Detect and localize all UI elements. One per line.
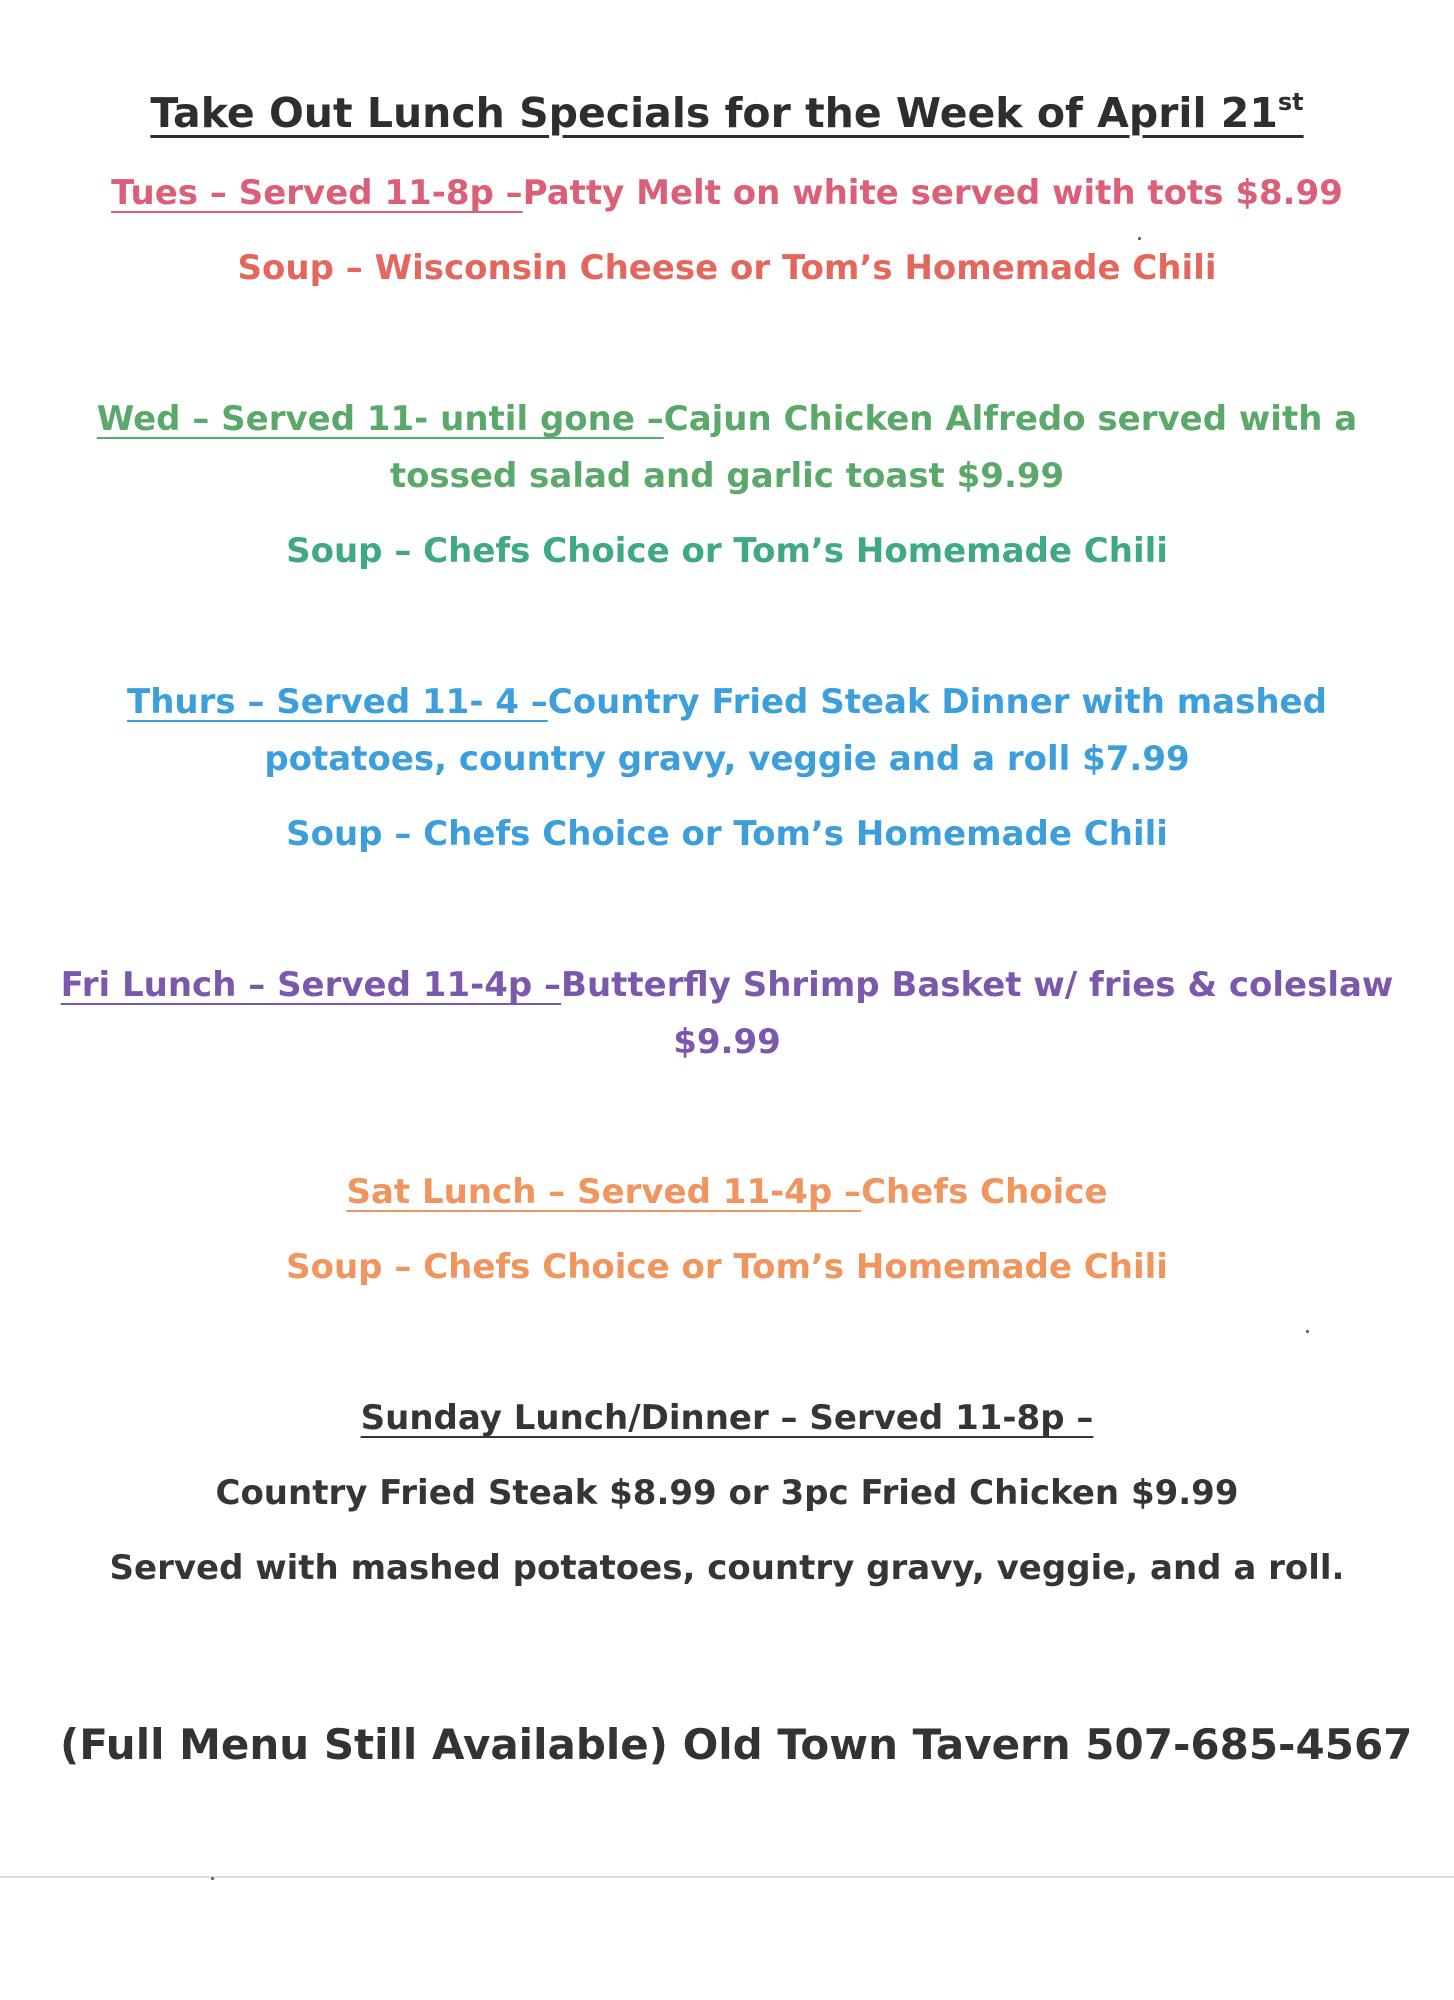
fri-item-line1: Butterfly Shrimp Basket w/ fries & coleslaw <box>561 965 1394 1005</box>
thurs-soup: Soup – Chefs Choice or Tom’s Homemade Chili <box>286 814 1168 854</box>
fri-label: Fri Lunch – Served 11-4p – <box>60 965 562 1005</box>
title-text: Take Out Lunch Specials for the Week of April 21 <box>150 89 1278 137</box>
sunday-label: Sunday Lunch/Dinner – Served 11-8p – <box>360 1398 1094 1438</box>
fri-item-line2: $9.99 <box>673 1022 781 1062</box>
scan-speck <box>1138 237 1141 240</box>
wed-item-line2: tossed salad and garlic toast $9.99 <box>389 456 1065 496</box>
wed-special <box>60 399 1394 439</box>
sat-soup: Soup – Chefs Choice or Tom’s Homemade Chili <box>286 1247 1168 1287</box>
tues-soup: Soup – Wisconsin Cheese or Tom’s Homemade Chili <box>237 248 1217 288</box>
tues-special <box>60 173 1394 213</box>
sunday-heading <box>60 1398 1394 1438</box>
sunday-served-with: Served with mashed potatoes, country gravy, veggie, and a roll. <box>109 1548 1345 1588</box>
thurs-label: Thurs – Served 11- 4 – <box>127 682 548 722</box>
footer-contact: (Full Menu Still Available) Old Town Tavern 507-685-4567 <box>60 1720 1413 1769</box>
tues-label: Tues – Served 11-8p – <box>111 173 523 213</box>
sat-item: Chefs Choice <box>861 1172 1108 1212</box>
wed-soup: Soup – Chefs Choice or Tom’s Homemade Chili <box>286 531 1168 571</box>
sat-label: Sat Lunch – Served 11-4p – <box>346 1172 862 1212</box>
thurs-special <box>60 682 1394 722</box>
thurs-item-line1: Country Fried Steak Dinner with mashed <box>547 682 1327 722</box>
wed-item-line1: Cajun Chicken Alfredo served with a <box>663 399 1358 439</box>
tues-item: Patty Melt on white served with tots $8.99 <box>522 173 1343 213</box>
scan-edge-line <box>0 1876 1454 1878</box>
page-title <box>60 88 1394 137</box>
scan-speck <box>211 1877 214 1880</box>
wed-label: Wed – Served 11- until gone – <box>96 399 664 439</box>
sat-special <box>60 1172 1394 1212</box>
fri-special <box>60 965 1394 1005</box>
sunday-item: Country Fried Steak $8.99 or 3pc Fried Chicken $9.99 <box>215 1473 1239 1513</box>
title-superscript: st <box>1277 88 1304 116</box>
scan-speck <box>1306 1330 1309 1333</box>
thurs-item-line2: potatoes, country gravy, veggie and a roll $7.99 <box>264 739 1190 779</box>
